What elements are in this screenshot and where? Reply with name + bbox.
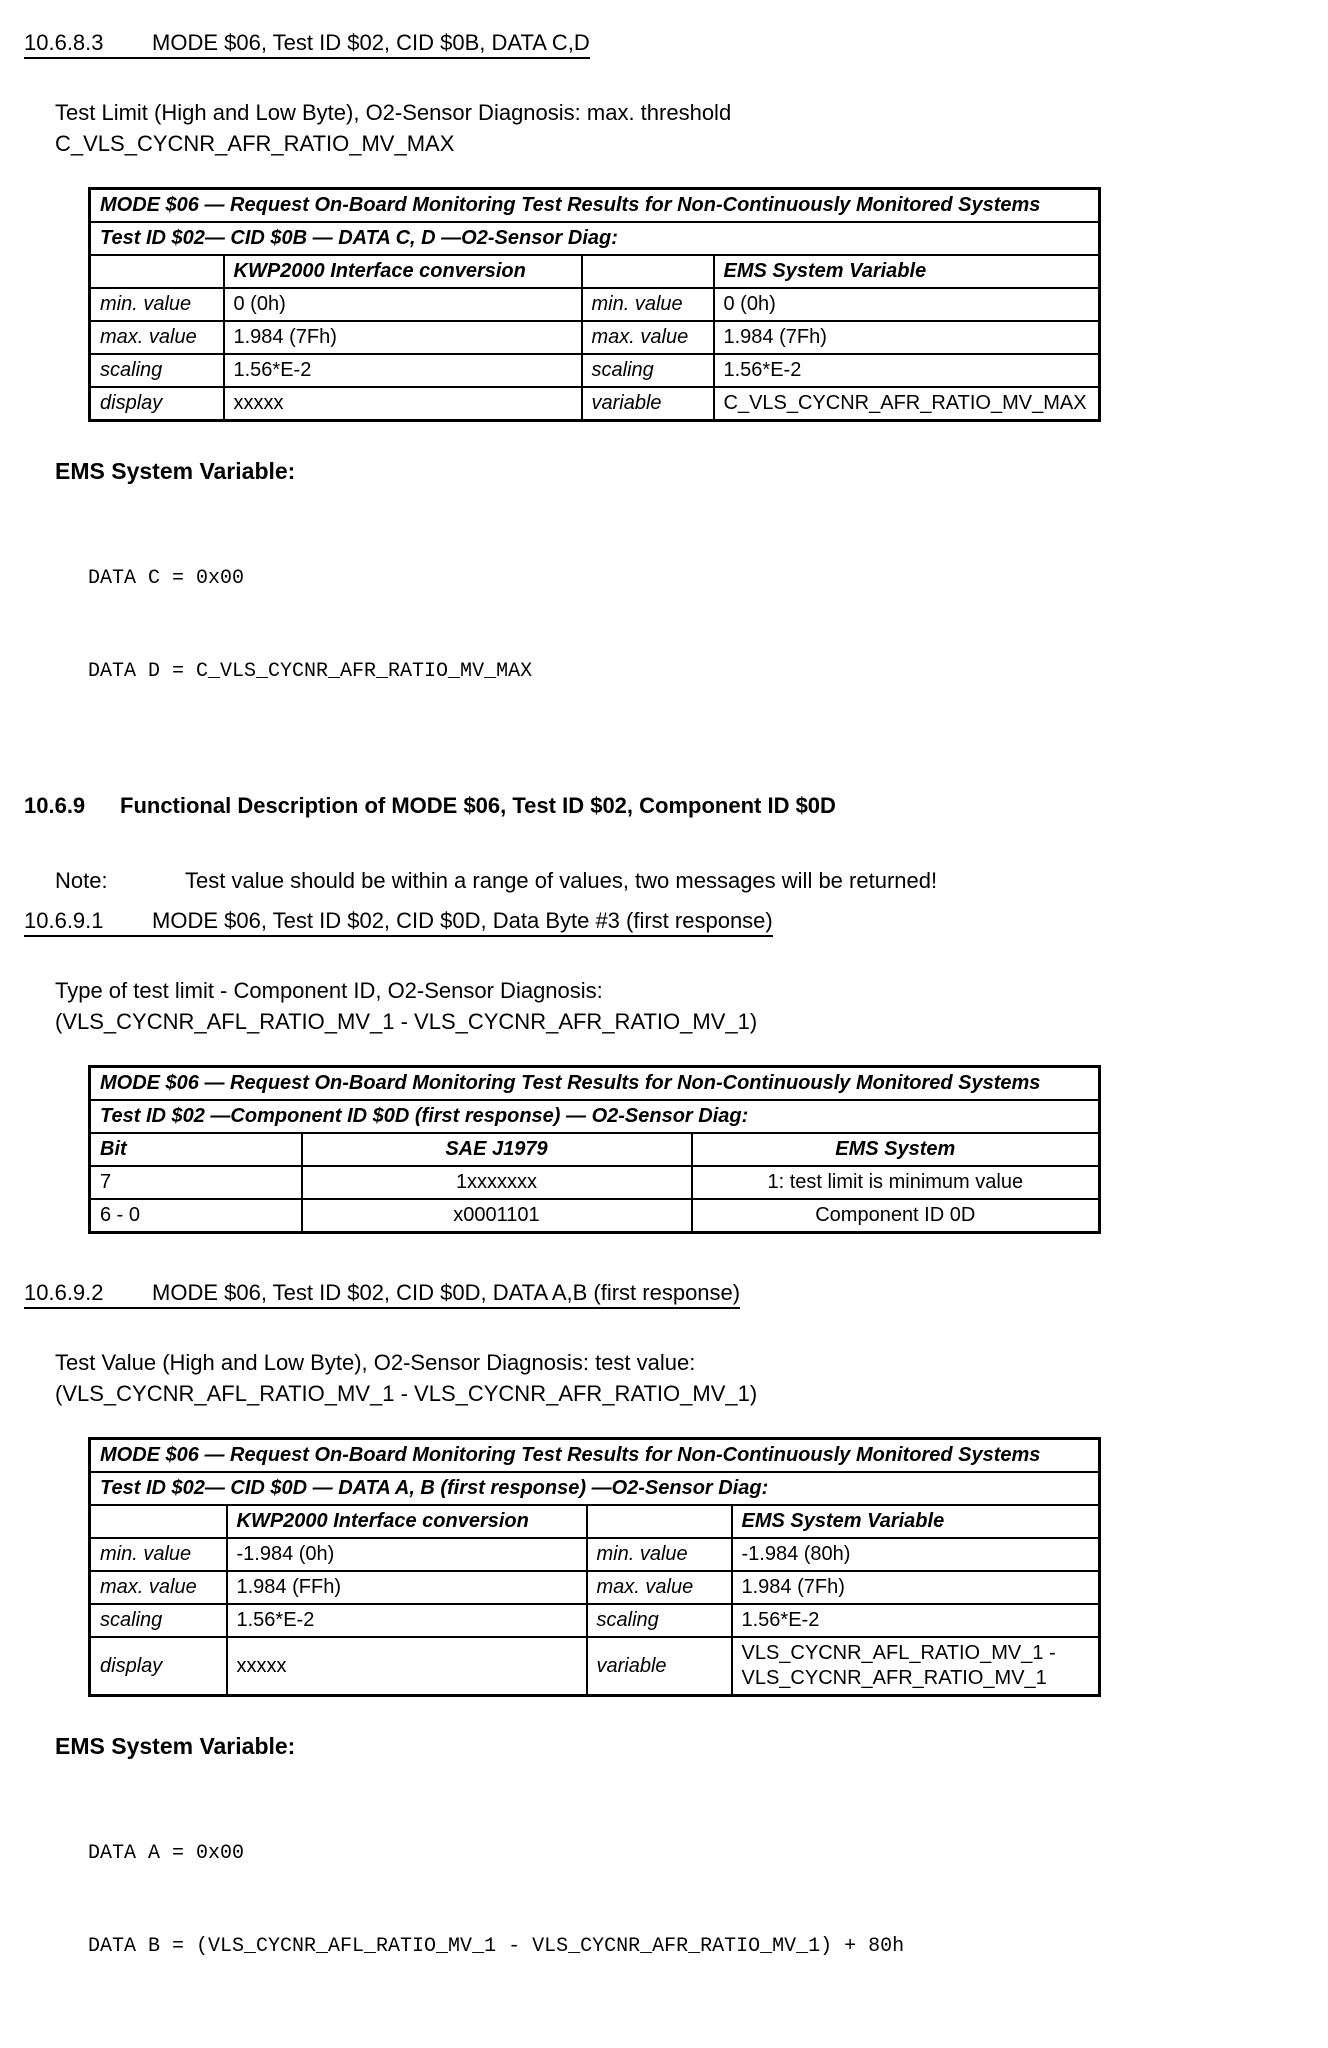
row-sae-value: x0001101 [302,1199,692,1233]
section-title: MODE $06, Test ID $02, CID $0D, Data Byte #3 (first response) [152,908,773,933]
table-subtitle-row [90,222,1100,255]
table-header-row [90,1505,1100,1538]
row-label: scaling [90,354,224,387]
row-ems-value: Component ID 0D [692,1199,1100,1233]
row-label: max. value [582,321,714,354]
table-title: MODE $06 — Request On-Board Monitoring Test Results for Non-Continuously Monitored Systems [90,1067,1100,1101]
row-label: max. value [90,321,224,354]
row-sae-value: 1xxxxxxx [302,1166,692,1199]
note-text: Test value should be within a range of values, two messages will be returned! [185,868,938,893]
col-header-empty [90,1505,227,1538]
row-label: scaling [587,1604,732,1637]
table-row [90,288,1100,321]
row-bit: 7 [90,1166,302,1199]
table-row [90,1166,1100,1199]
table-title: MODE $06 — Request On-Board Monitoring Test Results for Non-Continuously Monitored Systems [90,189,1100,223]
table-row [90,1571,1100,1604]
code-block-data-ab [88,1776,1304,2024]
table-row [90,1538,1100,1571]
row-label: variable [582,387,714,421]
row-label: max. value [587,1571,732,1604]
table-subtitle: Test ID $02 —Component ID $0D (first response) — O2-Sensor Diag: [90,1100,1100,1133]
row-label: display [90,387,224,421]
row-value: 1.984 (FFh) [227,1571,587,1604]
code-line: DATA D = C_VLS_CYCNR_AFR_RATIO_MV_MAX [88,660,533,683]
row-value: 1.56*E-2 [224,354,582,387]
table-title-row [90,1067,1100,1101]
section-heading-10-6-8-3 [24,30,590,59]
paragraph-test-limit [55,97,1304,159]
row-label: max. value [90,1571,227,1604]
paragraph-line: Test Value (High and Low Byte), O2-Sensor Diagnosis: test value: [55,1350,696,1375]
table-row [90,354,1100,387]
ems-system-variable-heading: EMS System Variable: [55,1733,296,1759]
paragraph-line: Test Limit (High and Low Byte), O2-Sensor Diagnosis: max. threshold [55,100,732,125]
section-title: Functional Description of MODE $06, Test ID $02, Component ID $0D [120,793,836,818]
section-title: MODE $06, Test ID $02, CID $0B, DATA C,D [152,30,590,55]
section-number: 10.6.9.2 [24,1280,104,1305]
col-header-ems-variable: EMS System Variable [714,255,1100,288]
row-value: xxxxx [224,387,582,421]
table-row [90,1604,1100,1637]
row-value: 1.56*E-2 [227,1604,587,1637]
paragraph-line: Type of test limit - Component ID, O2-Sensor Diagnosis: [55,978,603,1003]
table-title-row [90,1439,1100,1473]
col-header-bit: Bit [90,1133,302,1166]
table-cid-0d-data-ab [88,1437,1101,1697]
col-header-empty [587,1505,732,1538]
row-label: variable [587,1637,732,1696]
col-header-kwp2000: KWP2000 Interface conversion [224,255,582,288]
row-value: C_VLS_CYCNR_AFR_RATIO_MV_MAX [714,387,1100,421]
table-title-row [90,189,1100,223]
col-header-empty [90,255,224,288]
section-number: 10.6.9.1 [24,908,104,933]
row-label: min. value [582,288,714,321]
section-heading-10-6-9 [24,793,836,819]
table-row [90,1637,1100,1696]
row-label: scaling [90,1604,227,1637]
row-label: scaling [582,354,714,387]
row-value: 1.984 (7Fh) [714,321,1100,354]
col-header-kwp2000: KWP2000 Interface conversion [227,1505,587,1538]
code-line: DATA C = 0x00 [88,567,245,590]
section-title: MODE $06, Test ID $02, CID $0D, DATA A,B (first response) [152,1280,741,1305]
table-title: MODE $06 — Request On-Board Monitoring Test Results for Non-Continuously Monitored Systems [90,1439,1100,1473]
paragraph-line: (VLS_CYCNR_AFL_RATIO_MV_1 - VLS_CYCNR_AFR_RATIO_MV_1) [55,1009,758,1034]
table-row [90,321,1100,354]
note-label: Note: [55,868,108,893]
section-number: 10.6.9 [24,793,86,818]
ems-system-variable-heading: EMS System Variable: [55,458,296,484]
row-value: 0 (0h) [714,288,1100,321]
row-value: -1.984 (0h) [227,1538,587,1571]
row-value: xxxxx [227,1637,587,1696]
table-cid-0d-byte3 [88,1065,1101,1234]
table-subtitle-row [90,1472,1100,1505]
section-heading-10-6-9-2 [24,1280,740,1309]
table-header-row [90,1133,1100,1166]
row-value: VLS_CYCNR_AFL_RATIO_MV_1 - VLS_CYCNR_AFR_RATIO_MV_1 [732,1637,1100,1696]
col-header-ems-variable: EMS System Variable [732,1505,1100,1538]
row-value: 1.56*E-2 [714,354,1100,387]
paragraph-test-value [55,1347,1304,1409]
row-value: 0 (0h) [224,288,582,321]
row-ems-value: 1: test limit is minimum value [692,1166,1100,1199]
col-header-sae-j1979: SAE J1979 [302,1133,692,1166]
note-line [55,866,1304,896]
row-value: 1.984 (7Fh) [224,321,582,354]
table-row [90,1199,1100,1233]
code-line: DATA A = 0x00 [88,1842,245,1865]
row-label: display [90,1637,227,1696]
row-value: 1.56*E-2 [732,1604,1100,1637]
paragraph-line: C_VLS_CYCNR_AFR_RATIO_MV_MAX [55,131,455,156]
section-number: 10.6.8.3 [24,30,104,55]
col-header-empty [582,255,714,288]
table-subtitle: Test ID $02— CID $0B — DATA C, D —O2-Sensor Diag: [90,222,1100,255]
row-bit: 6 - 0 [90,1199,302,1233]
table-subtitle: Test ID $02— CID $0D — DATA A, B (first response) —O2-Sensor Diag: [90,1472,1100,1505]
paragraph-type-of-test-limit [55,975,1304,1037]
table-row [90,387,1100,421]
table-header-row [90,255,1100,288]
row-value: -1.984 (80h) [732,1538,1100,1571]
col-header-ems-system: EMS System [692,1133,1100,1166]
section-heading-10-6-9-1 [24,908,773,937]
code-block-data-cd [88,501,1304,749]
row-label: min. value [90,1538,227,1571]
code-line: DATA B = (VLS_CYCNR_AFL_RATIO_MV_1 - VLS_CYCNR_AFR_RATIO_MV_1) + 80h [88,1935,905,1958]
row-value: 1.984 (7Fh) [732,1571,1100,1604]
paragraph-line: (VLS_CYCNR_AFL_RATIO_MV_1 - VLS_CYCNR_AFR_RATIO_MV_1) [55,1381,758,1406]
row-label: min. value [90,288,224,321]
table-cid-0b [88,187,1101,422]
table-subtitle-row [90,1100,1100,1133]
row-label: min. value [587,1538,732,1571]
